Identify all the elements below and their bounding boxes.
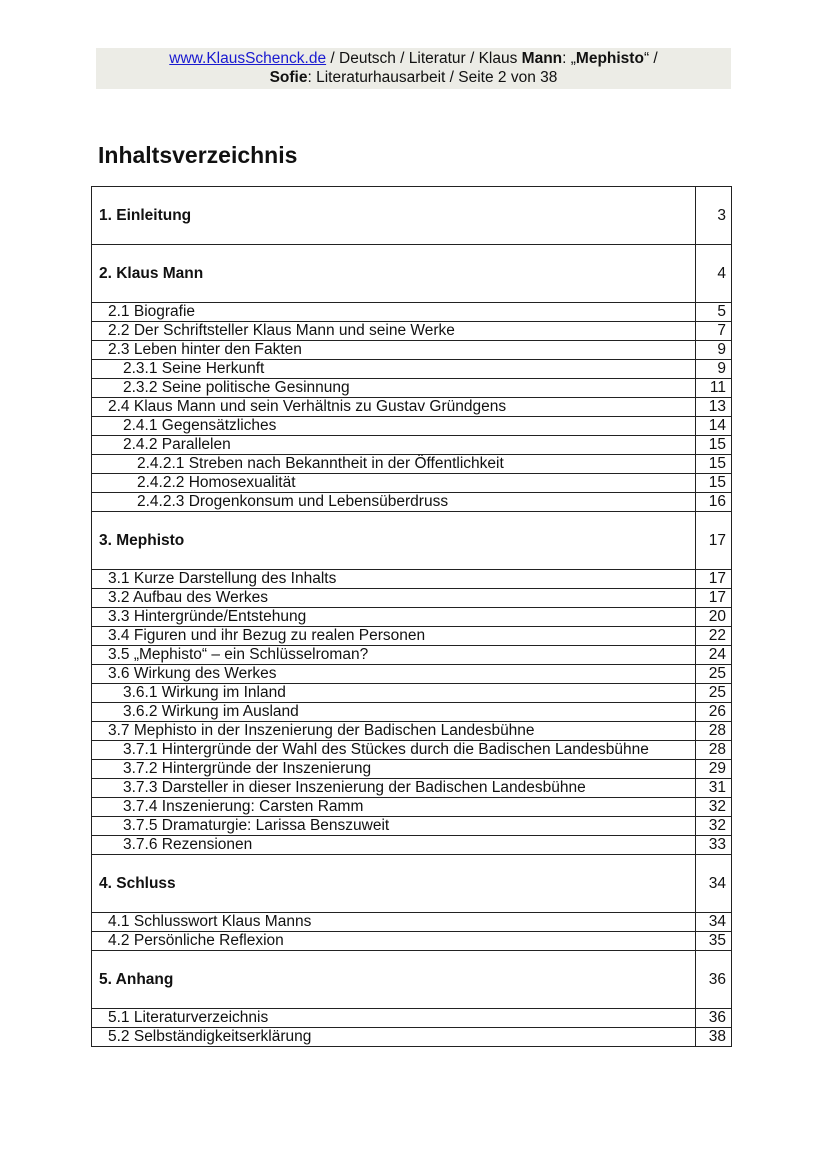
toc-entry-row xyxy=(92,322,732,341)
toc-entry-page: 15 xyxy=(695,455,731,474)
toc-entry-row xyxy=(92,1028,732,1047)
toc-entry-label: 1. Einleitung xyxy=(92,187,696,245)
table-of-contents xyxy=(91,186,732,1047)
header-student: Sofie xyxy=(269,69,308,86)
page-title: Inhaltsverzeichnis xyxy=(98,142,298,168)
toc-entry-label: 3.4 Figuren und ihr Bezug zu realen Personen xyxy=(92,627,696,646)
toc-entry-page: 25 xyxy=(695,684,731,703)
toc-entry-page: 9 xyxy=(695,360,731,379)
toc-entry-label: 3.6.2 Wirkung im Ausland xyxy=(92,703,696,722)
toc-entry-label: 4.2 Persönliche Reflexion xyxy=(92,932,696,951)
toc-entry-page: 24 xyxy=(695,646,731,665)
toc-entry-page: 33 xyxy=(695,836,731,855)
toc-entry-page: 36 xyxy=(695,951,731,1009)
toc-entry-page: 36 xyxy=(695,1009,731,1028)
toc-entry-row xyxy=(92,398,732,417)
toc-entry-label: 3.5 „Mephisto“ – ein Schlüsselroman? xyxy=(92,646,696,665)
toc-entry-label: 2.4 Klaus Mann und sein Verhältnis zu Gustav Gründgens xyxy=(92,398,696,417)
toc-entry-page: 9 xyxy=(695,341,731,360)
toc-entry-label: 3.7 Mephisto in der Inszenierung der Badischen Landesbühne xyxy=(92,722,696,741)
toc-entry-label: 2.2 Der Schriftsteller Klaus Mann und seine Werke xyxy=(92,322,696,341)
toc-entry-label: 2.3.1 Seine Herkunft xyxy=(92,360,696,379)
toc-entry-label: 5. Anhang xyxy=(92,951,696,1009)
toc-entry-row xyxy=(92,493,732,512)
toc-entry-label: 2.3 Leben hinter den Fakten xyxy=(92,341,696,360)
header-page-info: : Literaturhausarbeit / Seite 2 von 38 xyxy=(307,69,558,86)
header-author: Mann xyxy=(521,50,563,67)
toc-entry-page: 5 xyxy=(695,303,731,322)
toc-entry-label: 3.7.3 Darsteller in dieser Inszenierung der Badischen Landesbühne xyxy=(92,779,696,798)
toc-entry-row xyxy=(92,703,732,722)
toc-entry-page: 17 xyxy=(695,589,731,608)
toc-entry-page: 38 xyxy=(695,1028,731,1047)
header-sep: : „ xyxy=(562,50,576,67)
toc-entry-page: 15 xyxy=(695,436,731,455)
website-link[interactable]: www.KlausSchenck.de xyxy=(169,50,327,67)
toc-entry-page: 26 xyxy=(695,703,731,722)
toc-entry-row xyxy=(92,913,732,932)
toc-entry-row xyxy=(92,608,732,627)
toc-entry-page: 34 xyxy=(695,913,731,932)
toc-entry-page: 17 xyxy=(695,512,731,570)
toc-entry-label: 2.3.2 Seine politische Gesinnung xyxy=(92,379,696,398)
toc-entry-page: 14 xyxy=(695,417,731,436)
toc-entry-page: 29 xyxy=(695,760,731,779)
header-path: / Deutsch / Literatur / Klaus xyxy=(326,50,522,67)
toc-entry-row xyxy=(92,665,732,684)
toc-entry-page: 13 xyxy=(695,398,731,417)
toc-entry-page: 20 xyxy=(695,608,731,627)
toc-entry-label: 3.3 Hintergründe/Entstehung xyxy=(92,608,696,627)
toc-entry-page: 3 xyxy=(695,187,731,245)
toc-entry-label: 3.7.4 Inszenierung: Carsten Ramm xyxy=(92,798,696,817)
toc-entry-page: 15 xyxy=(695,474,731,493)
toc-entry-label: 4.1 Schlusswort Klaus Manns xyxy=(92,913,696,932)
toc-chapter-row xyxy=(92,855,732,913)
toc-entry-label: 2.4.2 Parallelen xyxy=(92,436,696,455)
toc-chapter-row xyxy=(92,951,732,1009)
toc-entry-label: 3.7.1 Hintergründe der Wahl des Stückes durch die Badischen Landesbühne xyxy=(92,741,696,760)
toc-entry-page: 28 xyxy=(695,722,731,741)
toc-entry-label: 4. Schluss xyxy=(92,855,696,913)
toc-entry-row xyxy=(92,741,732,760)
toc-entry-page: 11 xyxy=(695,379,731,398)
toc-entry-page: 32 xyxy=(695,817,731,836)
toc-entry-row xyxy=(92,779,732,798)
toc-entry-row xyxy=(92,474,732,493)
toc-entry-page: 17 xyxy=(695,570,731,589)
toc-entry-label: 2.4.2.1 Streben nach Bekanntheit in der Öffentlichkeit xyxy=(92,455,696,474)
toc-entry-row xyxy=(92,455,732,474)
toc-entry-row xyxy=(92,379,732,398)
toc-entry-page: 4 xyxy=(695,245,731,303)
toc-entry-label: 3.6.1 Wirkung im Inland xyxy=(92,684,696,703)
toc-entry-page: 28 xyxy=(695,741,731,760)
toc-entry-row xyxy=(92,798,732,817)
toc-entry-page: 25 xyxy=(695,665,731,684)
toc-entry-label: 3.1 Kurze Darstellung des Inhalts xyxy=(92,570,696,589)
toc-entry-page: 32 xyxy=(695,798,731,817)
toc-entry-row xyxy=(92,817,732,836)
toc-entry-label: 2.1 Biografie xyxy=(92,303,696,322)
toc-entry-row xyxy=(92,836,732,855)
header-work: Mephisto xyxy=(575,50,644,67)
toc-entry-label: 3.2 Aufbau des Werkes xyxy=(92,589,696,608)
toc-entry-page: 22 xyxy=(695,627,731,646)
toc-entry-row xyxy=(92,932,732,951)
page-header xyxy=(96,48,731,89)
toc-entry-label: 2. Klaus Mann xyxy=(92,245,696,303)
toc-entry-row xyxy=(92,360,732,379)
toc-entry-row xyxy=(92,303,732,322)
toc-entry-row xyxy=(92,627,732,646)
toc-entry-page: 31 xyxy=(695,779,731,798)
toc-entry-label: 3.7.6 Rezensionen xyxy=(92,836,696,855)
toc-entry-page: 16 xyxy=(695,493,731,512)
toc-entry-row xyxy=(92,684,732,703)
toc-entry-row xyxy=(92,570,732,589)
header-line-1 xyxy=(96,49,731,68)
toc-entry-label: 5.2 Selbständigkeitserklärung xyxy=(92,1028,696,1047)
toc-entry-page: 7 xyxy=(695,322,731,341)
toc-entry-label: 5.1 Literaturverzeichnis xyxy=(92,1009,696,1028)
toc-entry-row xyxy=(92,760,732,779)
toc-entry-page: 35 xyxy=(695,932,731,951)
toc-entry-label: 3. Mephisto xyxy=(92,512,696,570)
toc-entry-label: 2.4.1 Gegensätzliches xyxy=(92,417,696,436)
toc-entry-label: 2.4.2.2 Homosexualität xyxy=(92,474,696,493)
toc-entry-row xyxy=(92,341,732,360)
toc-entry-label: 3.6 Wirkung des Werkes xyxy=(92,665,696,684)
toc-entry-row xyxy=(92,722,732,741)
toc-chapter-row xyxy=(92,245,732,303)
header-end: “ / xyxy=(643,50,658,67)
toc-entry-label: 3.7.5 Dramaturgie: Larissa Benszuweit xyxy=(92,817,696,836)
toc-entry-label: 2.4.2.3 Drogenkonsum und Lebensüberdruss xyxy=(92,493,696,512)
toc-chapter-row xyxy=(92,512,732,570)
toc-entry-row xyxy=(92,646,732,665)
toc-entry-row xyxy=(92,417,732,436)
toc-entry-row xyxy=(92,1009,732,1028)
toc-entry-row xyxy=(92,436,732,455)
toc-entry-page: 34 xyxy=(695,855,731,913)
toc-chapter-row xyxy=(92,187,732,245)
header-line-2 xyxy=(96,68,731,87)
toc-entry-label: 3.7.2 Hintergründe der Inszenierung xyxy=(92,760,696,779)
toc-entry-row xyxy=(92,589,732,608)
